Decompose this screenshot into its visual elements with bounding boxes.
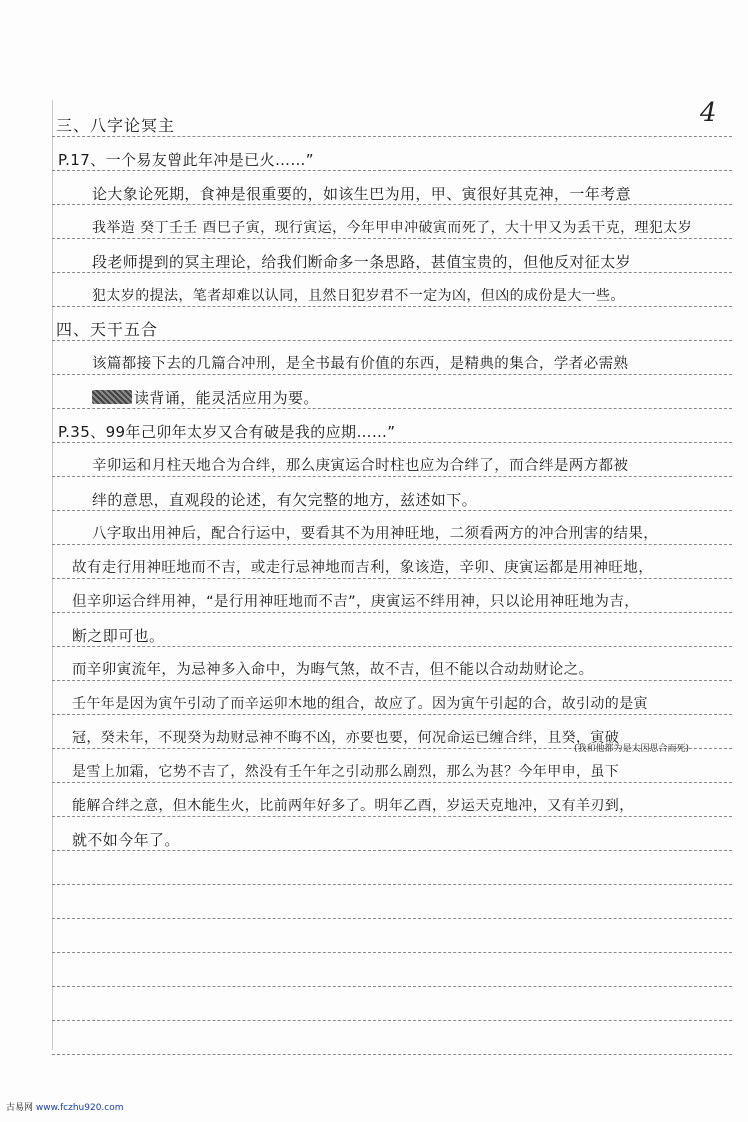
ruled-line: [52, 850, 732, 851]
ruled-line: [52, 272, 732, 273]
footer-url[interactable]: www.fczhu920.com: [35, 1103, 124, 1113]
ruled-line: [52, 170, 732, 171]
text-line: 但辛卯运合绊用神，“是行用神旺地而不吉”，庚寅运不绊用神，只以论用神旺地为吉，: [72, 594, 640, 610]
crossed-out-text: [92, 390, 132, 404]
text-line: 论大象论死期，食神是很重要的，如该生巴为用，甲、寅很好其克神，一年考意: [92, 185, 632, 203]
ruled-line: [52, 136, 732, 137]
text-line: 故有走行用神旺地而不吉，或走行忌神地而吉利，象该造，辛卯、庚寅运都是用神旺地，: [72, 560, 654, 576]
section-heading: 四、天干五合: [56, 320, 159, 339]
ruled-line: [52, 1020, 732, 1021]
text-line: 就不如今年了。: [72, 831, 180, 849]
text-line: 辛卯运和月柱天地合为合绊，那么庚寅运合时柱也应为合绊了，而合绊是两方都被: [92, 458, 629, 474]
ruled-line: [52, 918, 732, 919]
margin-annotation: (我和他都为是太因思合而死): [574, 744, 690, 754]
ruled-line: [52, 680, 732, 681]
footer-site-name: 古易网: [6, 1103, 34, 1113]
text-line: 段老师提到的冥主理论，给我们断命多一条思路，甚值宝贵的，但他反对征太岁: [92, 253, 632, 271]
ruled-line: [52, 340, 732, 341]
text-line: 壬午年是因为寅午引动了而辛运卯木地的组合，故应了。因为寅午引起的合，故引动的是寅: [72, 696, 648, 712]
ruled-line: [52, 544, 732, 545]
ruled-line: [52, 952, 732, 953]
ruled-line: [52, 442, 732, 443]
text-line: 是雪上加霜，它势不吉了，然没有壬午年之引动那么剧烈，那么为甚？今年甲申，虽下: [72, 764, 620, 780]
text-line: 绊的意思，直观段的论述，有欠完整的地方，兹述如下。: [92, 491, 478, 509]
ruled-line: [52, 782, 732, 783]
text-line: 读背诵，能灵活应用为要。: [134, 389, 319, 407]
ruled-line: [52, 1054, 732, 1055]
ruled-line: [52, 408, 732, 409]
ruled-line: [52, 986, 732, 987]
text-line: 该篇都接下去的几篇合冲刑，是全书最有价值的东西，是精典的集合，学者必需熟: [92, 356, 629, 372]
ruled-line: [52, 646, 732, 647]
quote-reference: P.35、99年己卯年太岁又合有破是我的应期……”: [58, 423, 396, 441]
ruled-line: [52, 476, 732, 477]
text-line: 我举造 癸丁壬壬 酉巳子寅，现行寅运，今年甲申冲破寅而死了，大十甲又为丢干克，理犯太岁: [92, 220, 693, 236]
ruled-line: [52, 578, 732, 579]
text-line: 冠，癸未年，不现癸为劫财忌神不晦不凶，亦要也要，何况命运已缠合绊，且癸，寅破: [72, 730, 620, 746]
ruled-line: [52, 714, 732, 715]
ruled-line: [52, 884, 732, 885]
ruled-line: [52, 510, 732, 511]
margin-line: [52, 100, 53, 1050]
section-heading: 三、八字论冥主: [56, 116, 176, 135]
text-line: 而辛卯寅流年，为忌神多入命中，为晦气煞，故不吉，但不能以合动劫财论之。: [72, 662, 594, 678]
ruled-line: [52, 816, 732, 817]
ruled-line: [52, 612, 732, 613]
ruled-line: [52, 238, 732, 239]
ruled-line: [52, 204, 732, 205]
text-line: 犯太岁的提法，笔者却难以认同，且然日犯岁君不一定为凶，但凶的成份是大一些。: [92, 288, 625, 304]
text-line: 断之即可也。: [72, 627, 165, 645]
quote-reference: P.17、一个易友曾此年冲是已火……”: [58, 151, 314, 169]
footer-watermark: [6, 1100, 124, 1113]
ruled-line: [52, 306, 732, 307]
text-line: 能解合绊之意，但木能生火，比前两年好多了。明年乙酉，岁运天克地冲，又有羊刃到，: [72, 798, 634, 814]
page-number: 4: [700, 98, 717, 128]
text-line: 八字取出用神后，配合行运中，要看其不为用神旺地，二须看两方的冲合刑害的结果，: [92, 526, 659, 542]
ruled-line: [52, 374, 732, 375]
